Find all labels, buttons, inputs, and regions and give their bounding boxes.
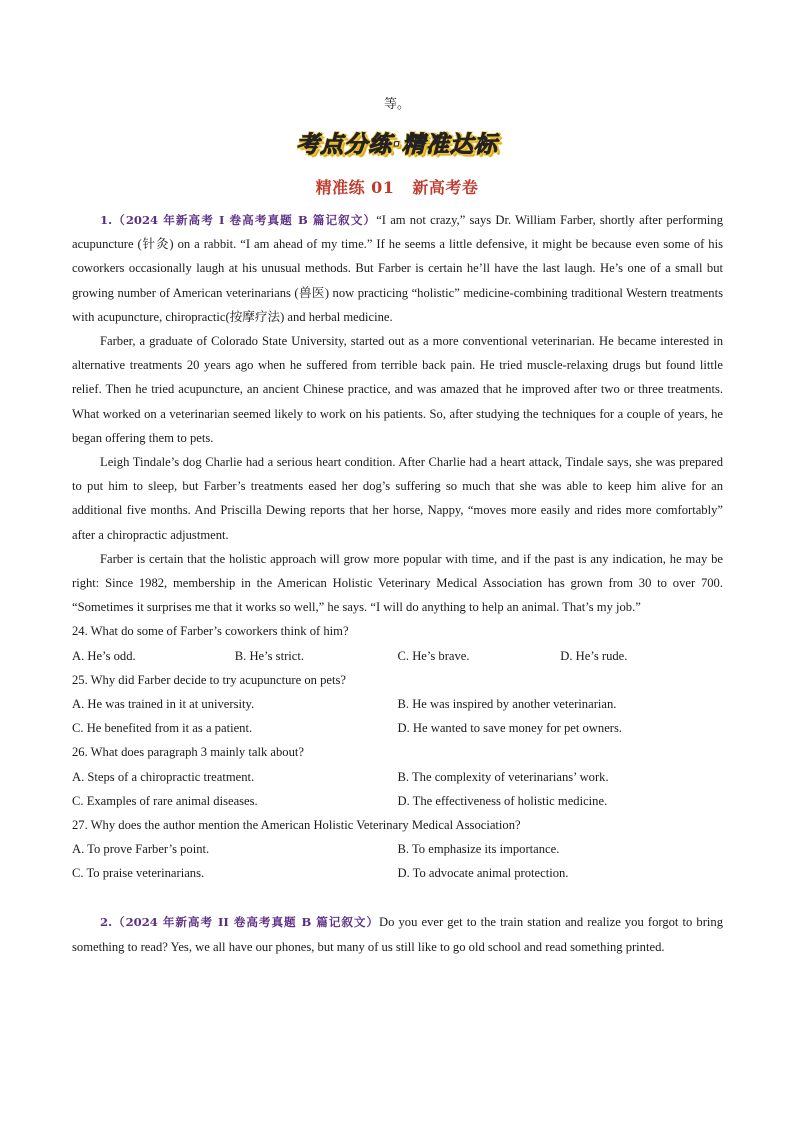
- option-b: B. He’s strict.: [234, 648, 305, 663]
- subtitle-part1: 精准练 01: [315, 178, 395, 197]
- question-25-options-row1: [72, 692, 723, 716]
- passage2-label: 2.（2024 年新高考 II 卷高考真题 B 篇记叙文）: [100, 914, 380, 929]
- option-b: B. To emphasize its importance.: [397, 842, 560, 857]
- option-c: C. He benefited from it as a patient.: [72, 721, 253, 736]
- question-24: 24. What do some of Farber’s coworkers think of him?: [72, 624, 349, 639]
- option-a: A. He’s odd.: [72, 648, 136, 663]
- passage1-para4: Farber is certain that the holistic approach will grow more popular with time, and if the past is any indication, he may be right: Since 1982, membership in the American Holistic Veterinary Medical Association has grown from 30 to over 700. “Sometimes it surprises me that it works so well,” he says. “I will do anything to help an animal. That’s my job.”: [72, 551, 723, 615]
- passage1-label: 1.（2024 年新高考 I 卷高考真题 B 篇记叙文）: [100, 213, 377, 227]
- passage1-para1-text: “I am not crazy,” says Dr. William Farber, shortly after performing acupuncture (针灸) on a rabbit. “I am ahead of my time.” If he seems a little defensive, it might be because even some of his coworkers occasionally laugh at his unusual methods. But Farber is certain he’ll have the last laugh. He’s one of a small but growing number of American veterinarians (兽医) now practicing “holistic” medicine-combining traditional Western treatments with acupuncture, chiropractic(按摩疗法) and herbal medicine.: [72, 213, 724, 324]
- option-a: A. To prove Farber’s point.: [72, 842, 210, 857]
- option-c: C. Examples of rare animal diseases.: [72, 793, 258, 808]
- question-26: 26. What does paragraph 3 mainly talk about?: [72, 745, 304, 760]
- option-c: C. To praise veterinarians.: [72, 866, 205, 881]
- main-content: [72, 208, 723, 960]
- subtitle-part2: 新高考卷: [412, 178, 479, 197]
- option-c: C. He’s brave.: [397, 648, 470, 663]
- passage1-para2: Farber, a graduate of Colorado State University, started out as a more conventional veterinarian. He became interested in alternative treatments 20 years ago when he suffered from terrible back pain. He tried muscle-relaxing drugs but found little relief. Then he tried acupuncture, an ancient Chinese practice, and was amazed that he improved after two or three treatments. What worked on a veterinarian seemed likely to work on his patients. So, after studying the techniques for a couple of years, he began offering them to pets.: [72, 334, 723, 445]
- question-27: 27. Why does the author mention the American Holistic Veterinary Medical Association?: [72, 818, 521, 833]
- option-b: B. The complexity of veterinarians’ work.: [397, 769, 609, 784]
- question-26-options-row1: [72, 765, 723, 789]
- question-26-options-row2: [72, 789, 723, 813]
- option-a: A. He was trained in it at university.: [72, 697, 255, 712]
- section-subtitle: [0, 175, 794, 198]
- option-d: D. He wanted to save money for pet owners.: [397, 721, 623, 736]
- option-d: D. To advocate animal protection.: [397, 866, 569, 881]
- passage1-para1: [72, 208, 723, 329]
- passage2-para1-text: Do you ever get to the train station and realize you forgot to bring something to read? Yes, we all have our phones, but many of us still like to go old school and read something printed.: [72, 914, 723, 954]
- option-a: A. Steps of a chiropractic treatment.: [72, 769, 255, 784]
- passage2-para1: [72, 910, 723, 960]
- question-25: 25. Why did Farber decide to try acupuncture on pets?: [72, 672, 346, 687]
- fragment-text: 等。: [383, 96, 410, 111]
- question-25-options-row2: [72, 716, 723, 740]
- passage1-para3: Leigh Tindale’s dog Charlie had a serious heart condition. After Charlie had a heart attack, Tindale says, she was prepared to put him to sleep, but Farber’s treatments eased her dog’s suffering so much that she was able to keep him alive for an additional five months. And Priscilla Dewing reports that her horse, Nappy, “moves more easily and rides more comfortably” after a chiropractic adjustment.: [72, 455, 723, 542]
- section-banner: 考点分练·精准达标: [296, 132, 498, 158]
- option-b: B. He was inspired by another veterinarian.: [397, 697, 617, 712]
- question-24-options: [72, 644, 723, 668]
- question-27-options-row1: [72, 837, 723, 861]
- question-27-options-row2: [72, 861, 723, 885]
- option-d: D. The effectiveness of holistic medicine.: [397, 793, 608, 808]
- option-d: D. He’s rude.: [560, 648, 628, 663]
